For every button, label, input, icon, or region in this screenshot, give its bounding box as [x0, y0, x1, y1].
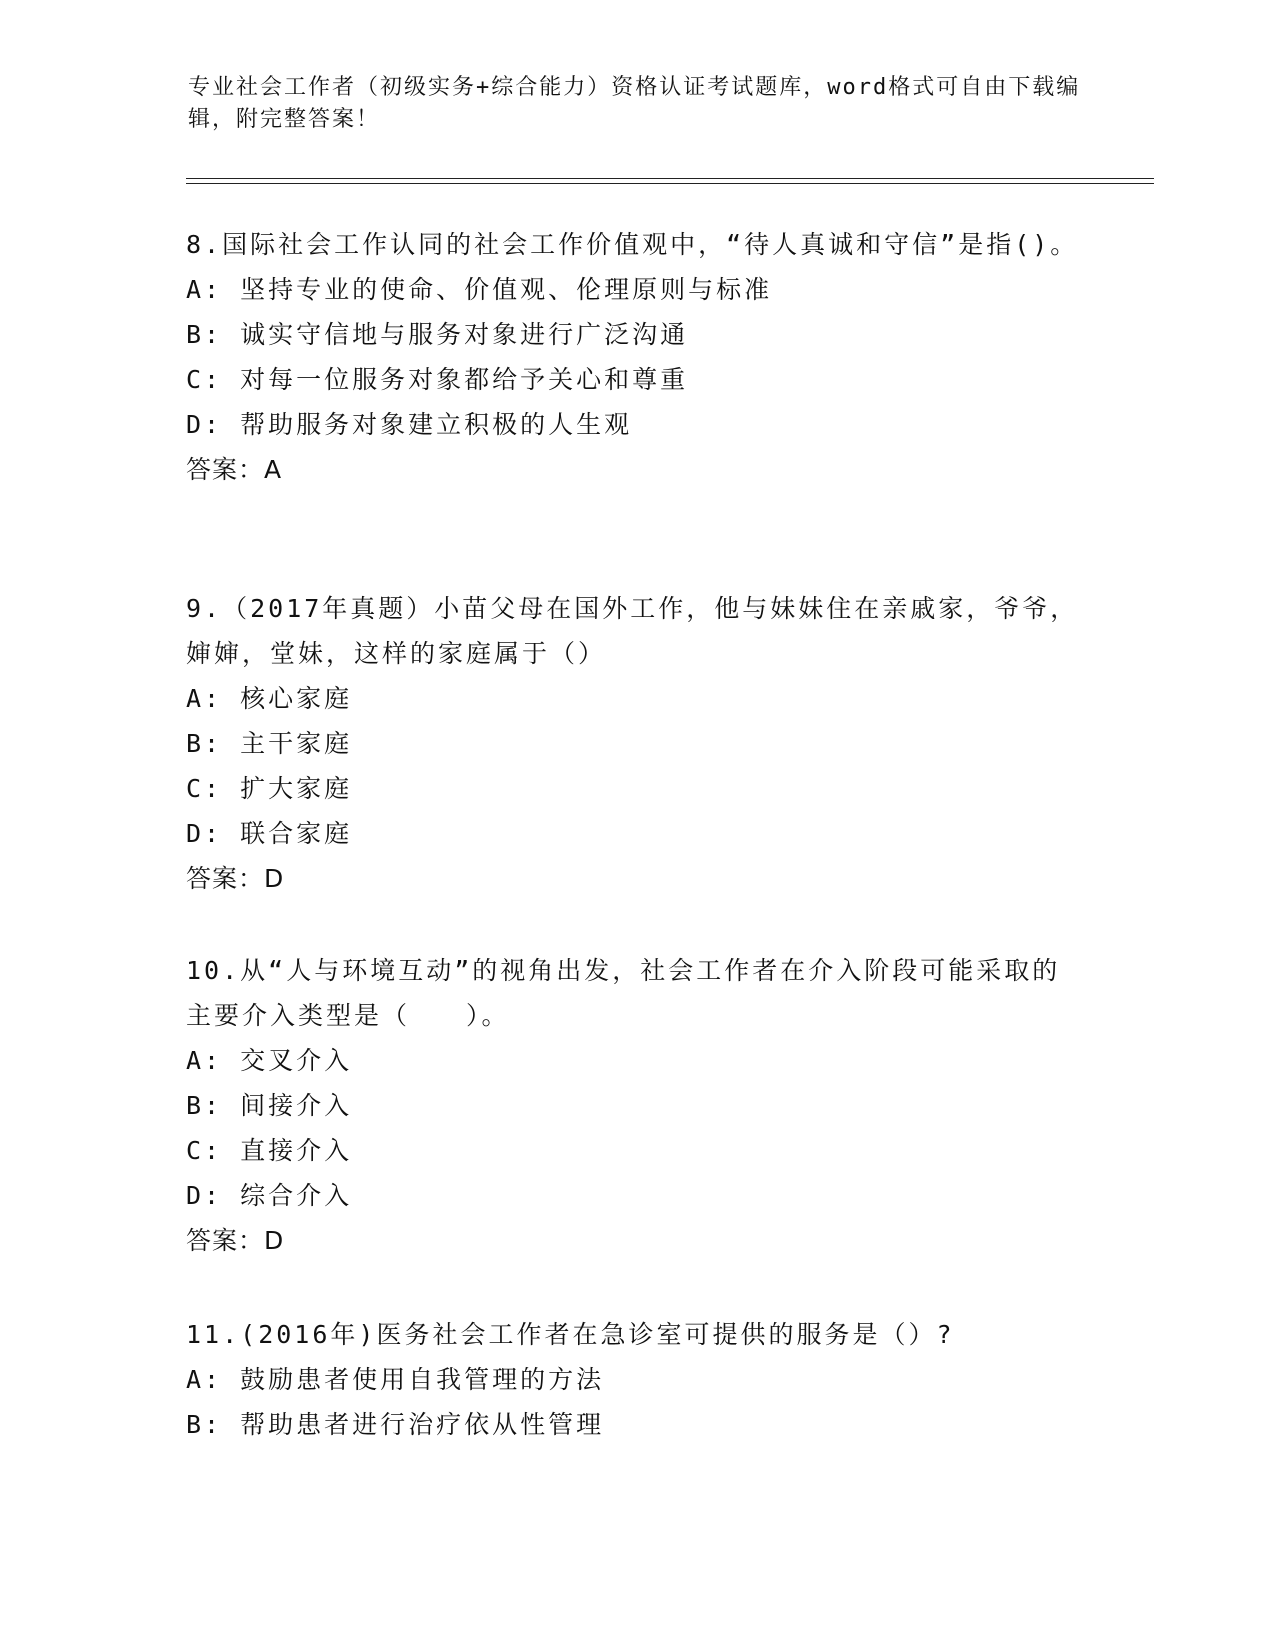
- header-rule-top: [186, 178, 1154, 179]
- option-d: D: 帮助服务对象建立积极的人生观: [186, 410, 633, 439]
- question-9: [186, 586, 1086, 901]
- question-10: [186, 948, 1086, 1263]
- option-a: A: 核心家庭: [186, 684, 353, 713]
- question-text: 10.从“人与环境互动”的视角出发，社会工作者在介入阶段可能采取的主要介入类型是（ ）。: [186, 956, 1061, 1030]
- option-d: D: 综合介入: [186, 1181, 353, 1210]
- document-header: 专业社会工作者（初级实务+综合能力）资格认证考试题库，word格式可自由下载编辑，附完整答案！: [188, 75, 1081, 132]
- answer-label: 答案：A: [186, 455, 283, 484]
- question-text: 9.（2017年真题）小苗父母在国外工作，他与妹妹住在亲戚家，爷爷，婶婶，堂妹，这样的家庭属于（）: [186, 594, 1079, 668]
- option-c: C: 扩大家庭: [186, 774, 353, 803]
- question-text: 8.国际社会工作认同的社会工作价值观中，“待人真诚和守信”是指()。: [186, 230, 1079, 259]
- question-8: [186, 222, 1086, 492]
- option-b: B: 间接介入: [186, 1091, 353, 1120]
- header-rule-bottom: [186, 183, 1154, 184]
- option-c: C: 直接介入: [186, 1136, 353, 1165]
- question-text: 11.(2016年)医务社会工作者在急诊室可提供的服务是（）?: [186, 1320, 955, 1349]
- option-d: D: 联合家庭: [186, 819, 353, 848]
- option-a: A: 交叉介入: [186, 1046, 353, 1075]
- option-a: A: 坚持专业的使命、价值观、伦理原则与标准: [186, 275, 773, 304]
- option-b: B: 帮助患者进行治疗依从性管理: [186, 1410, 605, 1439]
- option-b: B: 主干家庭: [186, 729, 353, 758]
- option-c: C: 对每一位服务对象都给予关心和尊重: [186, 365, 689, 394]
- question-11: [186, 1312, 1086, 1447]
- option-b: B: 诚实守信地与服务对象进行广泛沟通: [186, 320, 689, 349]
- answer-label: 答案：D: [186, 1226, 285, 1255]
- option-a: A: 鼓励患者使用自我管理的方法: [186, 1365, 605, 1394]
- answer-label: 答案：D: [186, 864, 285, 893]
